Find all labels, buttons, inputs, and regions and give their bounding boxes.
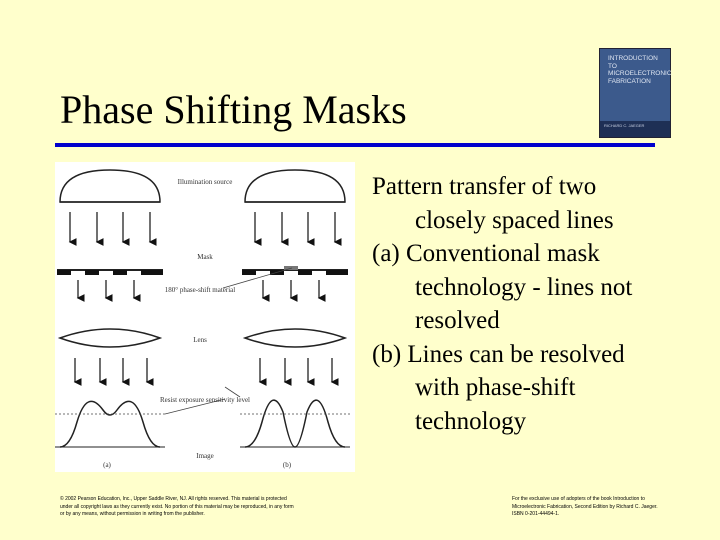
title-underline <box>55 143 655 147</box>
mask-b <box>242 266 348 275</box>
lens-b <box>245 329 345 347</box>
label-mask: Mask <box>197 253 213 261</box>
illumination-arrows-a <box>70 212 150 242</box>
label-panel-a: (a) <box>103 461 111 469</box>
intensity-curve-b <box>245 400 345 447</box>
copyright-notice: © 2002 Pearson Education, Inc., Upper Saddle River, NJ. All rights reserved. This material is protected under all copyright laws as they currently exist. No portion of this material may be reproduced, in any form or by any means, without permission in writing from the publisher. <box>60 496 294 517</box>
caption-line: (a) Conventional mask <box>372 240 600 267</box>
caption-line: closely spaced lines <box>415 206 614 234</box>
book-cover-title: INTRODUCTION TO MICROELECTRONIC FABRICATION <box>608 55 672 85</box>
label-phase-shift: 180° phase-shift material <box>164 286 236 294</box>
caption-line: with phase-shift <box>415 374 576 401</box>
caption-line: technology <box>415 407 527 435</box>
book-cover-image <box>599 48 671 138</box>
book-cover-band <box>600 121 670 137</box>
illumination-source-b <box>245 170 345 202</box>
label-illumination-source: Illumination source <box>177 178 233 186</box>
caption-line: Pattern transfer of two <box>372 173 597 200</box>
phase-shift-diagram <box>55 162 355 472</box>
caption-line: technology - lines not <box>415 273 633 301</box>
book-cover-author: RICHARD C. JAEGER <box>604 123 645 128</box>
illumination-arrows-b <box>255 212 335 242</box>
label-resist: Resist exposure sensitivity level <box>159 396 251 404</box>
caption-line: resolved <box>415 307 500 334</box>
illumination-source-a <box>60 170 160 202</box>
mask-a <box>57 270 163 275</box>
caption-line: (b) Lines can be resolved <box>372 340 625 368</box>
label-lens: Lens <box>193 336 207 344</box>
slide-title: Phase Shifting Masks <box>60 87 407 132</box>
label-image: Image <box>196 452 214 460</box>
figure-caption <box>372 170 632 438</box>
adopter-notice: For the exclusive use of adopters of the book Introduction to Microelectronic Fabrication, Second Edition by Richard C. Jaeger. ISBN 0-201-44494-1. <box>512 496 658 517</box>
lens-a <box>60 329 160 347</box>
label-panel-b: (b) <box>282 461 292 469</box>
phase-shift-figure <box>55 162 355 472</box>
intensity-curve-a <box>60 401 160 447</box>
